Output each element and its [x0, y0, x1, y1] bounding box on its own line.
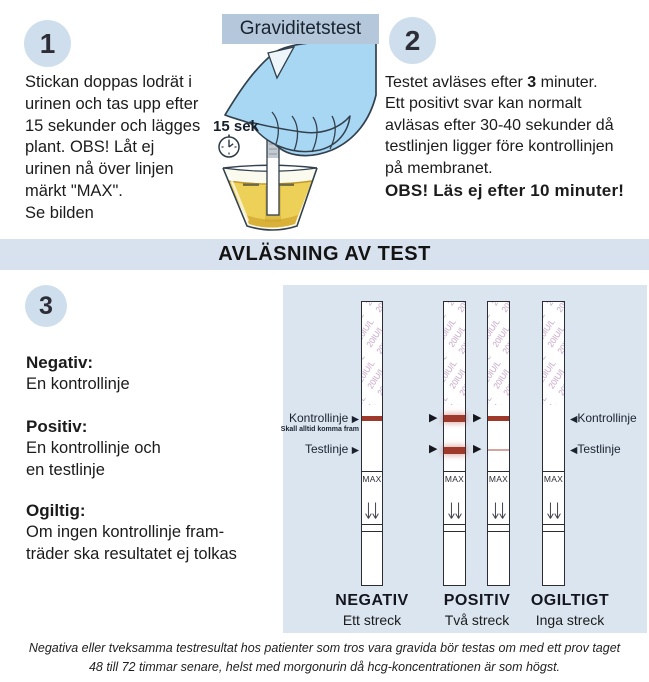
- test-line-label-right: [570, 442, 621, 456]
- page-title: Graviditetstest: [222, 14, 379, 44]
- footnote-line: Negativa eller tveksamma testresultat hos patienter som tros vara gravida bör testas om med ett prov taget: [28, 641, 621, 655]
- result-description-line: Om ingen kontrollinje fram-: [26, 523, 225, 541]
- result-subtitle: Två streck: [444, 612, 510, 628]
- control-line-label-right: [570, 411, 637, 425]
- step-circle-1: 1: [24, 20, 71, 67]
- down-arrows-icon: [447, 500, 463, 522]
- arrow-right-icon: ▶: [351, 445, 359, 456]
- test-line-label-text: Testlinje: [577, 442, 621, 456]
- strip-pattern-20iul: [362, 302, 382, 405]
- max-label: MAX: [362, 473, 382, 484]
- strip-divider: [543, 524, 564, 525]
- step1-text-line: märkt "MAX".: [25, 181, 123, 200]
- step-circle-3: 3: [25, 285, 67, 327]
- down-arrows-icon: [546, 500, 562, 522]
- max-line: [362, 471, 382, 472]
- reading-panel: [280, 285, 647, 633]
- result-title: POSITIV: [443, 592, 511, 609]
- strip-divider: [444, 531, 465, 532]
- strip-divider: [362, 524, 382, 525]
- result-description-line: En kontrollinje och: [26, 439, 161, 457]
- test-line-label-left: [279, 442, 359, 456]
- step1-text-line: urinen nå över linjen: [25, 160, 174, 179]
- gloved-hand: [225, 42, 376, 156]
- strip-divider: [362, 531, 382, 532]
- down-arrows-icon: [491, 500, 507, 522]
- section-header-band: AVLÄSNING AV TEST: [0, 239, 649, 270]
- control-line: [444, 415, 465, 422]
- arrow-right-icon: ▶: [429, 443, 438, 455]
- step1-text-line: Se bilden: [25, 203, 94, 222]
- result-subtitle: Ett streck: [342, 612, 402, 628]
- max-line: [444, 471, 465, 472]
- step1-text-line: plant. OBS! Låt ej: [25, 138, 155, 157]
- footnote-line: 48 till 72 timmar senare, helst med morgonurin då hcg-koncentrationen är som högst.: [88, 660, 561, 674]
- arrow-left-icon: ◀: [570, 445, 578, 456]
- result-title: NEGATIV: [335, 592, 409, 609]
- strip-pattern-20iul: [543, 302, 564, 405]
- arrow-right-icon: ▶: [473, 443, 482, 455]
- step2-text-line: avläsas efter 30-40 sekunder då: [385, 116, 614, 134]
- control-line-label-text: Kontrollinje: [577, 411, 637, 425]
- result-subtitle: Inga streck: [535, 612, 605, 628]
- result-heading: Ogiltig:: [26, 501, 86, 520]
- step1-text-line: urinen och tas upp efter: [25, 94, 199, 113]
- test-strip-negativ: [361, 301, 383, 586]
- result-definition-ogiltig: [26, 500, 237, 565]
- control-line: [488, 416, 509, 421]
- control-line-label-text: Kontrollinje: [288, 411, 349, 425]
- step2-text-line: på membranet.: [385, 159, 493, 177]
- dipping-illustration: [180, 40, 380, 235]
- step2-text-line: [385, 72, 624, 93]
- max-label: MAX: [543, 473, 564, 484]
- result-definition-positiv: [26, 416, 161, 481]
- max-line: [488, 471, 509, 472]
- max-label: MAX: [488, 473, 509, 484]
- step1-text: [25, 72, 200, 225]
- arrow-right-icon: ▶: [473, 412, 482, 424]
- result-description-line: träder ska resultatet ej tolkas: [26, 544, 237, 563]
- result-heading: Negativ:: [26, 353, 94, 372]
- max-line: [543, 471, 564, 472]
- step1-text-line: Stickan doppas lodrät i: [25, 73, 192, 91]
- step2-line1-prefix: Testet avläses efter: [385, 74, 528, 91]
- control-line-label-left: [279, 411, 359, 425]
- strip-pattern-20iul: [488, 302, 509, 405]
- result-description-line: En kontrollinje: [26, 375, 130, 393]
- control-line: [362, 416, 382, 421]
- test-line: [488, 449, 509, 451]
- arrow-left-icon: ◀: [570, 414, 578, 425]
- test-line: [444, 447, 465, 454]
- test-strip-positiv-strong: [443, 301, 466, 586]
- step2-line1-bold: 3: [527, 74, 537, 91]
- step-circle-2: 2: [389, 17, 436, 64]
- strip-divider: [488, 524, 509, 525]
- strip-divider: [444, 524, 465, 525]
- result-title: OGILTIGT: [530, 592, 610, 609]
- control-line-note: Skall alltid komma fram: [280, 426, 359, 433]
- step2-text-line: testlinjen ligger före kontrollinjen: [385, 138, 614, 156]
- result-description-line: en testlinje: [26, 460, 105, 479]
- step2-text: [385, 72, 624, 201]
- down-arrows-icon: [364, 500, 380, 522]
- arrow-right-icon: ▶: [351, 414, 359, 425]
- strip-pattern-20iul: [444, 302, 465, 405]
- step2-line1-suffix: minuter.: [536, 74, 598, 91]
- max-label: MAX: [444, 473, 465, 484]
- step2-text-line: Ett positivt svar kan normalt: [385, 95, 582, 113]
- step1-text-line: 15 sekunder och lägges: [25, 116, 201, 135]
- result-definition-negativ: [26, 352, 130, 396]
- timer-label: 15 sek: [213, 118, 259, 135]
- test-strip-positiv-faint: [487, 301, 510, 586]
- test-line-label-text: Testlinje: [304, 442, 349, 456]
- result-heading: Positiv:: [26, 417, 88, 436]
- arrow-right-icon: ▶: [429, 412, 438, 424]
- strip-divider: [543, 531, 564, 532]
- step2-warning-text: OBS! Läs ej efter 10 minuter!: [385, 181, 625, 201]
- result-caption-ogiltigt: [500, 592, 640, 629]
- test-strip-ogiltigt: [542, 301, 565, 586]
- strip-divider: [488, 531, 509, 532]
- timer-clock-icon: [219, 135, 239, 158]
